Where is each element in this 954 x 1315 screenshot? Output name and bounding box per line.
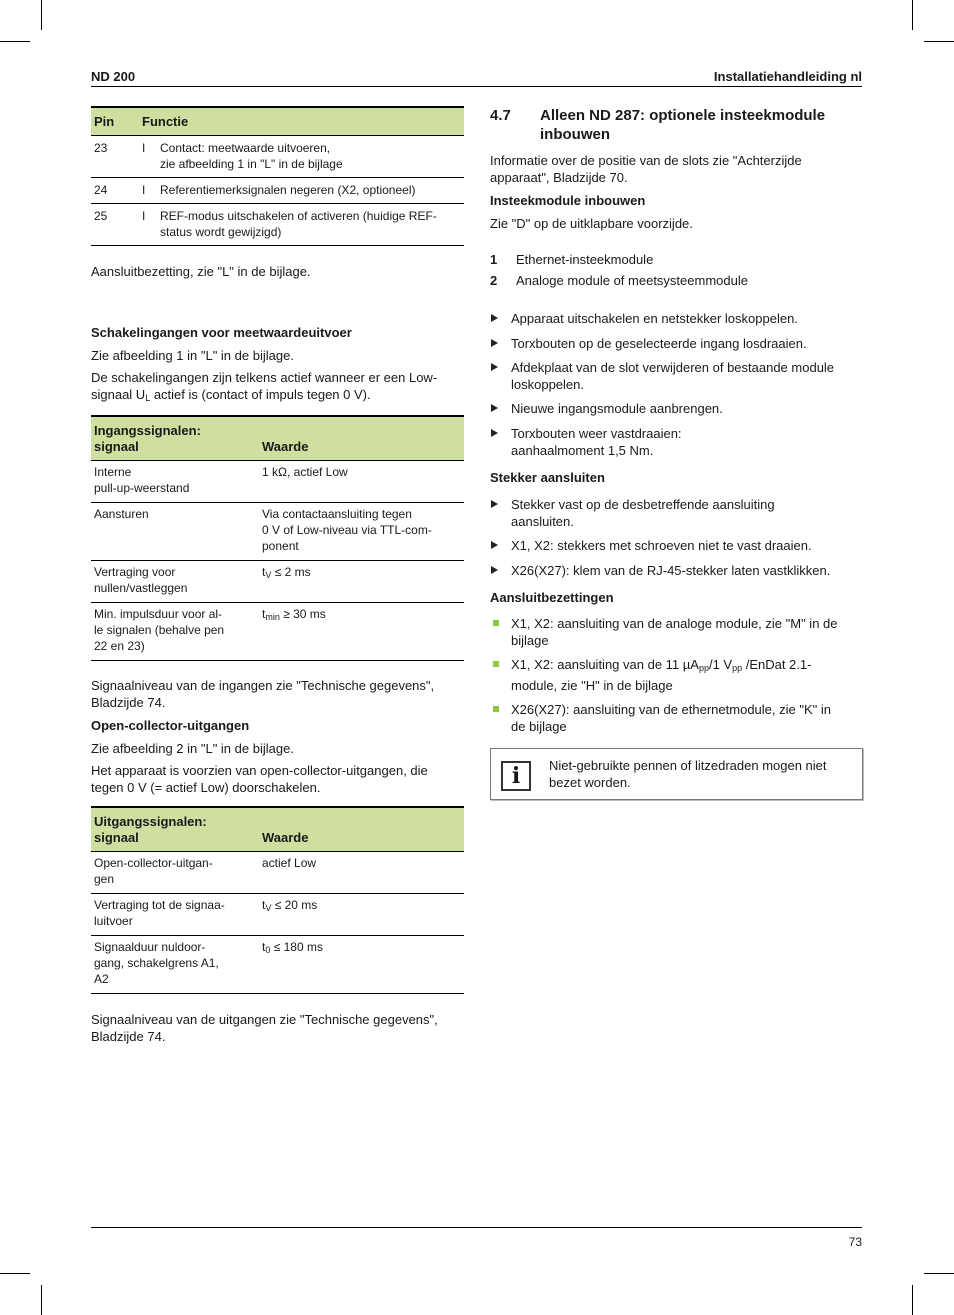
table-header-row — [91, 416, 464, 461]
right-column — [490, 106, 863, 800]
triangle-bullet-icon — [491, 339, 498, 347]
crop-mark — [0, 1273, 30, 1274]
pin-function: REF-modus uitschakelen of activeren (huidige REF- status wordt gewijzigd) — [157, 204, 464, 246]
crop-mark — [912, 1285, 913, 1315]
crop-mark — [924, 41, 954, 42]
info-icon: i — [501, 761, 531, 791]
list-item: Torxbouten weer vastdraaien: aanhaalmoment 1,5 Nm. — [490, 425, 863, 459]
square-bullet-icon — [493, 706, 499, 712]
table-row — [91, 561, 464, 603]
pin-function: Referentiemerksignalen negeren (X2, optioneel) — [157, 178, 464, 204]
table-header-row — [91, 807, 464, 852]
list-item: X1, X2: aansluiting van de analoge module, zie "M" in de bijlage — [490, 615, 863, 649]
numbered-list — [490, 251, 863, 289]
table-row — [91, 852, 464, 894]
heading-plug: Stekker aansluiten — [490, 470, 605, 485]
signal-name: Interne pull-up-weerstand — [91, 461, 259, 503]
col-header-input-signal: Ingangssignalen: signaal — [91, 416, 259, 461]
paragraph-see-d: Zie "D" op de uitklapbare voorzijde. — [490, 216, 693, 231]
triangle-bullet-icon — [491, 404, 498, 412]
heading-assignments: Aansluitbezettingen — [490, 590, 614, 605]
list-item: Afdekplaat van de slot verwijderen of bestaande module loskoppelen. — [490, 359, 863, 393]
triangle-bullet-icon — [491, 541, 498, 549]
footer-rule — [91, 1227, 862, 1228]
signal-value: Via contactaansluiting tegen 0 V of Low-niveau via TTL-com- ponent — [259, 503, 464, 561]
paragraph-slots: Informatie over de positie van de slots zie "Achterzijde apparaat", Bladzijde 70. — [490, 153, 802, 185]
signal-name: Vertraging voor nullen/vastleggen — [91, 561, 259, 603]
paragraph-active-signal: De schakelingangen zijn telkens actief wanneer er een Low- signaal $U_L$ actief is (contact of impuls tegen 0 V). — [91, 370, 438, 403]
triangle-bullet-icon — [491, 314, 498, 322]
signal-name: Signaalduur nuldoor- gang, schakelgrens A1, A2 — [91, 936, 259, 994]
signal-name: Open-collector-uitgan- gen — [91, 852, 259, 894]
page-header — [91, 68, 862, 87]
signal-value: $t_V \le 20$ ms — [259, 894, 464, 936]
col-header-value: Waarde — [259, 416, 464, 461]
pin-function: Contact: meetwaarde uitvoeren, zie afbeelding 1 in "L" in de bijlage — [157, 136, 464, 178]
square-bullet-icon — [493, 620, 499, 626]
table-header-row — [91, 107, 464, 136]
crop-mark — [41, 1285, 42, 1315]
list-item: 1 Ethernet-insteekmodule — [490, 252, 654, 267]
signal-value: actief Low — [259, 852, 464, 894]
list-item: X26(X27): klem van de RJ-45-stekker laten vastklikken. — [490, 562, 863, 579]
table-row — [91, 503, 464, 561]
list-item: Stekker vast op de desbetreffende aansluiting aansluiten. — [490, 496, 863, 530]
pin-number: 25 — [91, 204, 139, 246]
heading-insert-module: Insteekmodule inbouwen — [490, 193, 646, 208]
list-item: Apparaat uitschakelen en netstekker loskoppelen. — [490, 310, 863, 327]
left-column — [91, 106, 464, 1045]
col-header-output-signal: Uitgangssignalen: signaal — [91, 807, 259, 852]
triangle-bullet-icon — [491, 363, 498, 371]
signal-value: 1 kΩ, actief Low — [259, 461, 464, 503]
col-header-pin: Pin — [91, 107, 139, 136]
table-row — [91, 136, 464, 178]
signal-value: $t_V \le 2$ ms — [259, 561, 464, 603]
square-bullet-icon — [493, 661, 499, 667]
list-item: X1, X2: aansluiting van de 11 µA$_{pp}$/1 $V_{pp}$ /EnDat 2.1- module, zie "H" in de bijlage — [490, 656, 863, 694]
list-item: 2 Analoge module of meetsysteemmodule — [490, 273, 748, 288]
output-signals-table — [91, 806, 464, 994]
pin-io: I — [139, 204, 157, 246]
paragraph-outputs-level: Signaalniveau van de uitgangen zie "Technische gegevens", Bladzijde 74. — [91, 1012, 438, 1044]
triangle-bullet-icon — [491, 429, 498, 437]
table-row — [91, 178, 464, 204]
input-signals-table — [91, 415, 464, 661]
signal-name: Vertraging tot de signaa- luitvoer — [91, 894, 259, 936]
section-number: 4.7 — [490, 107, 511, 124]
table-row — [91, 603, 464, 661]
signal-name: Min. impulsduur voor al- le signalen (behalve pen 22 en 23) — [91, 603, 259, 661]
table-row — [91, 894, 464, 936]
install-steps — [490, 310, 863, 459]
heading-open-collector: Open-collector-uitgangen — [91, 718, 250, 733]
pin-io: I — [139, 178, 157, 204]
heading-switch-inputs: Schakelingangen voor meetwaardeuitvoer — [91, 325, 352, 340]
col-header-value: Waarde — [259, 807, 464, 852]
section-heading — [490, 106, 863, 144]
header-product: ND 200 — [91, 69, 136, 84]
list-item: Torxbouten op de geselecteerde ingang losdraaien. — [490, 335, 863, 352]
table-row — [91, 461, 464, 503]
paragraph-inputs-level: Signaalniveau van de ingangen zie "Technische gegevens", Bladzijde 74. — [91, 678, 435, 710]
pin-io: I — [139, 136, 157, 178]
signal-value: $t_{min} \ge 30$ ms — [259, 603, 464, 661]
page-number: 73 — [848, 1235, 862, 1249]
triangle-bullet-icon — [491, 566, 498, 574]
pin-number: 24 — [91, 178, 139, 204]
crop-mark — [912, 0, 913, 30]
list-item: X26(X27): aansluiting van de ethernetmodule, zie "K" in de bijlage — [490, 701, 863, 735]
info-note — [490, 748, 863, 800]
plug-steps — [490, 496, 863, 579]
signal-value: $t_0 \le 180$ ms — [259, 936, 464, 994]
paragraph-open-collector: Het apparaat is voorzien van open-collector-uitgangen, die tegen 0 V (= actief Low) doorschakelen. — [91, 763, 428, 795]
crop-mark — [924, 1273, 954, 1274]
assignment-list — [490, 615, 863, 735]
list-item: X1, X2: stekkers met schroeven niet te vast draaien. — [490, 537, 863, 554]
paragraph-fig1: Zie afbeelding 1 in "L" in de bijlage. — [91, 348, 294, 363]
crop-mark — [41, 0, 42, 30]
paragraph-connection: Aansluitbezetting, zie "L" in de bijlage. — [91, 264, 311, 279]
table-row — [91, 936, 464, 994]
crop-mark — [0, 41, 30, 42]
section-title: Alleen ND 287: optionele insteekmodule inbouwen — [540, 107, 826, 143]
pin-number: 23 — [91, 136, 139, 178]
triangle-bullet-icon — [491, 500, 498, 508]
header-manual-title: Installatiehandleiding nl — [713, 69, 862, 84]
signal-name: Aansturen — [91, 503, 259, 561]
col-header-function: Functie — [139, 107, 464, 136]
pin-table — [91, 106, 464, 246]
note-text: Niet-gebruikte pennen of litzedraden mogen niet bezet worden. — [549, 758, 827, 790]
table-row — [91, 204, 464, 246]
paragraph-fig2: Zie afbeelding 2 in "L" in de bijlage. — [91, 741, 294, 756]
list-item: Nieuwe ingangsmodule aanbrengen. — [490, 400, 863, 417]
